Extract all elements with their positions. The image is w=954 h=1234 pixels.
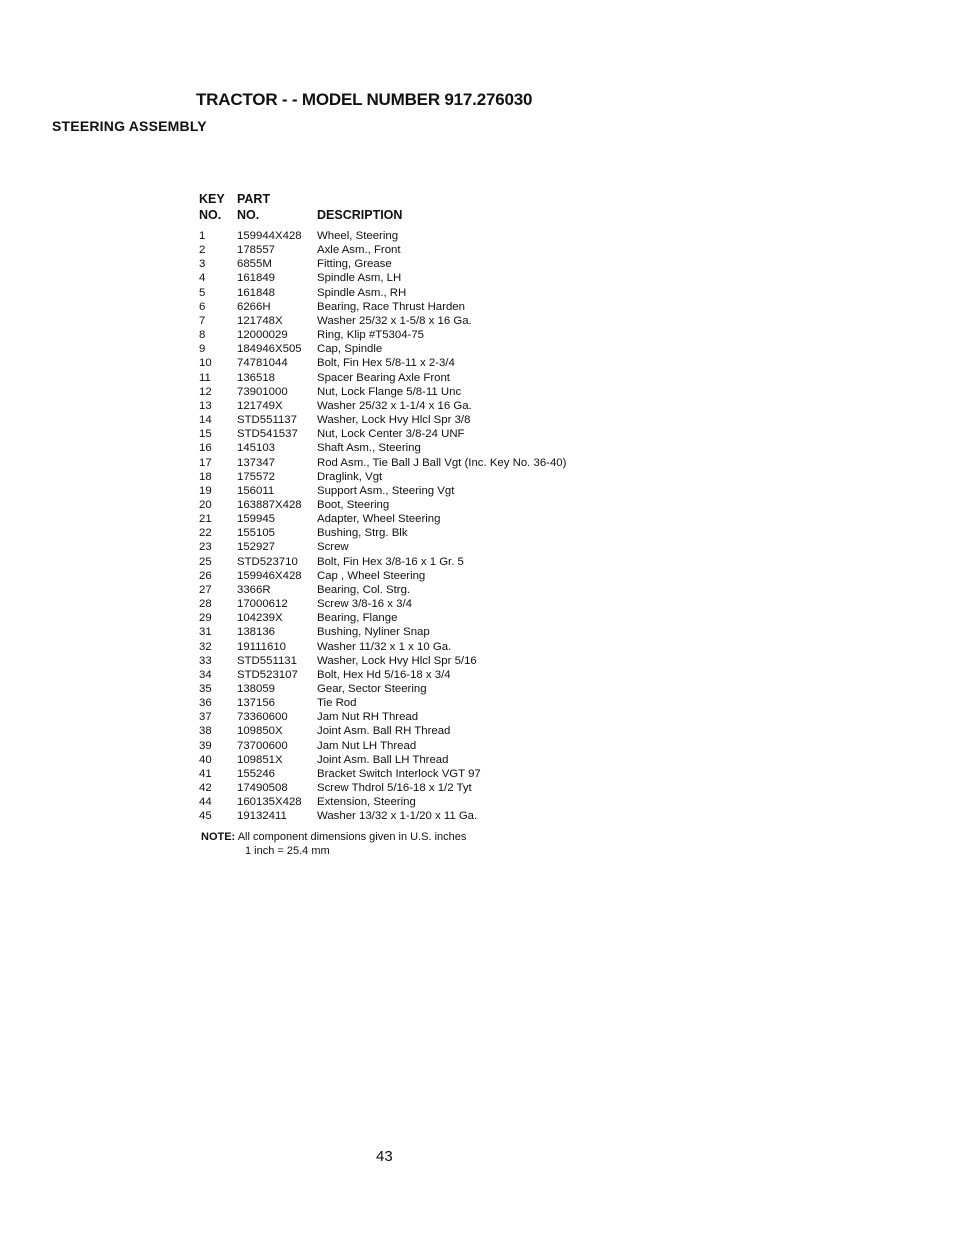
key-number-cell: 5 — [199, 286, 206, 299]
part-header-top: PART — [237, 192, 271, 206]
part-number-cell: 138136 — [237, 626, 276, 639]
table-row — [199, 809, 566, 823]
key-number-cell: 6 — [199, 300, 206, 313]
part-number-cell: STD523710 — [237, 555, 298, 568]
part-number-cell: STD541537 — [237, 428, 298, 441]
table-row — [199, 710, 566, 724]
part-number-cell: 136518 — [237, 371, 276, 384]
part-number-cell: 155246 — [237, 767, 276, 780]
table-row — [199, 342, 566, 356]
description-cell: Bracket Switch Interlock VGT 97 — [317, 767, 481, 780]
description-cell: Washer 11/32 x 1 x 10 Ga. — [317, 640, 452, 653]
part-number-cell: 159946X428 — [237, 569, 302, 582]
description-cell: Washer, Lock Hvy Hlcl Spr 5/16 — [317, 654, 477, 667]
description-cell: Washer, Lock Hvy Hlcl Spr 3/8 — [317, 414, 471, 427]
table-row — [199, 271, 566, 285]
key-number-cell: 36 — [199, 697, 212, 710]
description-cell: Bolt, Fin Hex 3/8-16 x 1 Gr. 5 — [317, 555, 464, 568]
table-row — [199, 470, 566, 484]
part-number-cell: 109851X — [237, 753, 283, 766]
table-row — [199, 243, 566, 257]
note-conversion: 1 inch = 25.4 mm — [245, 845, 330, 857]
table-row — [199, 385, 566, 399]
description-cell: Gear, Sector Steering — [317, 683, 427, 695]
part-number-cell: 184946X505 — [237, 343, 302, 356]
table-row — [199, 682, 566, 696]
table-row — [199, 229, 566, 243]
description-cell: Bearing, Race Thrust Harden — [317, 300, 465, 313]
key-number-cell: 1 — [199, 230, 206, 242]
part-number-cell: 12000029 — [237, 329, 288, 342]
description-cell: Boot, Steering — [317, 498, 390, 511]
description-cell: Bushing, Strg. Blk — [317, 527, 408, 540]
part-number-cell: 137156 — [237, 697, 276, 710]
key-number-cell: 29 — [199, 612, 212, 625]
key-number-cell: 16 — [199, 442, 212, 455]
key-number-cell: 39 — [199, 739, 212, 752]
description-cell: Axle Asm., Front — [317, 244, 401, 257]
part-header-bottom: NO. — [237, 208, 260, 222]
note-line — [201, 830, 466, 844]
page-title: TRACTOR - - MODEL NUMBER 917.276030 — [196, 90, 533, 109]
table-row — [199, 583, 566, 597]
description-cell: Spindle Asm, LH — [317, 272, 402, 285]
part-number-cell: 155105 — [237, 527, 276, 540]
part-number-cell: STD523107 — [237, 668, 298, 681]
description-cell: Tie Rod — [317, 697, 357, 710]
key-number-cell: 26 — [199, 569, 212, 582]
key-number-cell: 41 — [199, 767, 212, 780]
table-row — [199, 654, 566, 668]
parts-table — [199, 191, 566, 824]
part-number-cell: 175572 — [237, 470, 276, 483]
header-row-bottom — [199, 207, 566, 229]
part-number-cell: 159944X428 — [237, 230, 302, 242]
part-number-cell: 73360600 — [237, 711, 288, 724]
description-cell: Adapter, Wheel Steering — [317, 513, 441, 526]
part-number-cell: 6855M — [237, 258, 272, 271]
key-header-bottom: NO. — [199, 208, 222, 222]
part-number-cell: 121748X — [237, 314, 283, 327]
description-cell: Bearing, Flange — [317, 612, 398, 625]
part-number-cell: 159945 — [237, 513, 276, 526]
part-number-cell: 6266H — [237, 300, 271, 313]
part-number-cell: 161848 — [237, 286, 276, 299]
key-number-cell: 22 — [199, 527, 212, 540]
part-number-cell: STD551137 — [237, 414, 297, 427]
table-row — [199, 498, 566, 512]
table-row — [199, 512, 566, 526]
table-row — [199, 696, 566, 710]
table-row — [199, 611, 566, 625]
description-cell: Jam Nut RH Thread — [317, 711, 419, 724]
description-cell: Support Asm., Steering Vgt — [317, 484, 455, 497]
part-number-cell: 19132411 — [237, 810, 287, 823]
table-row — [199, 555, 566, 569]
description-cell: Cap , Wheel Steering — [317, 569, 426, 582]
part-number-cell: 19111610 — [237, 640, 286, 653]
key-number-cell: 35 — [199, 683, 212, 695]
key-number-cell: 13 — [199, 399, 212, 412]
note-label: NOTE: — [201, 831, 236, 843]
description-cell: Jam Nut LH Thread — [317, 739, 417, 752]
description-cell: Screw Thdrol 5/16-18 x 1/2 Tyt — [317, 782, 472, 795]
part-number-cell: 17490508 — [237, 782, 288, 795]
table-row — [199, 795, 566, 809]
key-number-cell: 19 — [199, 484, 212, 497]
table-row — [199, 753, 566, 767]
key-number-cell: 14 — [199, 414, 212, 427]
description-cell: Cap, Spindle — [317, 343, 383, 356]
table-row — [199, 371, 566, 385]
key-number-cell: 11 — [199, 371, 211, 384]
table-row — [199, 413, 566, 427]
part-number-cell: 73700600 — [237, 739, 288, 752]
key-number-cell: 17 — [199, 456, 212, 469]
key-number-cell: 38 — [199, 725, 212, 738]
part-number-cell: 121749X — [237, 399, 283, 412]
description-cell: Washer 25/32 x 1-1/4 x 16 Ga. — [317, 399, 472, 412]
description-cell: Extension, Steering — [317, 796, 416, 809]
key-number-cell: 28 — [199, 598, 212, 611]
table-row — [199, 640, 566, 654]
description-cell: Spindle Asm., RH — [317, 286, 407, 299]
part-number-cell: 17000612 — [237, 598, 288, 611]
key-number-cell: 20 — [199, 498, 212, 511]
part-number-cell: 161849 — [237, 272, 276, 285]
part-number-cell: 152927 — [237, 541, 276, 554]
table-row — [199, 399, 566, 413]
note-block — [201, 830, 466, 858]
key-number-cell: 32 — [199, 640, 212, 653]
table-row — [199, 724, 566, 738]
description-cell: Fitting, Grease — [317, 258, 392, 271]
table-row — [199, 456, 566, 470]
key-number-cell: 44 — [199, 796, 212, 809]
table-row — [199, 314, 566, 328]
description-cell: Nut, Lock Flange 5/8-11 Unc — [317, 385, 462, 398]
part-number-cell: 178557 — [237, 244, 276, 257]
description-cell: Wheel, Steering — [317, 230, 399, 242]
key-number-cell: 2 — [199, 244, 206, 257]
table-row — [199, 286, 566, 300]
description-cell: Ring, Klip #T5304-75 — [317, 329, 425, 342]
parts-table-body — [199, 229, 566, 824]
part-number-cell: 138059 — [237, 683, 276, 695]
table-row — [199, 300, 566, 314]
part-number-cell: 104239X — [237, 612, 283, 625]
description-cell: Shaft Asm., Steering — [317, 442, 421, 455]
description-cell: Nut, Lock Center 3/8-24 UNF — [317, 428, 465, 441]
description-cell: Draglink, Vgt — [317, 470, 383, 483]
description-cell: Joint Asm. Ball LH Thread — [317, 753, 449, 766]
key-header-top: KEY — [199, 192, 225, 206]
table-row — [199, 625, 566, 639]
part-number-cell: 109850X — [237, 725, 283, 738]
page-number: 43 — [376, 1148, 393, 1165]
description-header: DESCRIPTION — [317, 208, 403, 222]
table-row — [199, 739, 566, 753]
table-row — [199, 597, 566, 611]
table-row — [199, 484, 566, 498]
key-number-cell: 8 — [199, 329, 206, 342]
key-number-cell: 15 — [199, 428, 212, 441]
table-row — [199, 356, 566, 370]
part-number-cell: 145103 — [237, 442, 276, 455]
part-number-cell: 3366R — [237, 583, 271, 596]
table-row — [199, 668, 566, 682]
description-cell: Spacer Bearing Axle Front — [317, 371, 450, 384]
part-number-cell: 137347 — [237, 456, 276, 469]
parts-table-header — [199, 191, 566, 229]
part-number-cell: 73901000 — [237, 385, 288, 398]
table-row — [199, 257, 566, 271]
key-number-cell: 21 — [199, 513, 212, 526]
key-number-cell: 31 — [199, 626, 212, 639]
part-number-cell: STD551131 — [237, 654, 297, 667]
part-number-cell: 160135X428 — [237, 796, 302, 809]
table-row — [199, 427, 566, 441]
key-number-cell: 33 — [199, 654, 212, 667]
part-number-cell: 74781044 — [237, 357, 288, 370]
description-cell: Washer 13/32 x 1-1/20 x 11 Ga. — [317, 810, 478, 823]
description-cell: Screw 3/8-16 x 3/4 — [317, 598, 412, 611]
key-number-cell: 23 — [199, 541, 212, 554]
description-cell: Bushing, Nyliner Snap — [317, 626, 430, 639]
description-cell: Bolt, Hex Hd 5/16-18 x 3/4 — [317, 668, 451, 681]
description-cell: Bolt, Fin Hex 5/8-11 x 2-3/4 — [317, 357, 455, 370]
key-number-cell: 27 — [199, 583, 212, 596]
header-row-top — [199, 191, 566, 207]
description-cell: Screw — [317, 541, 349, 554]
key-number-cell: 37 — [199, 711, 212, 724]
note-text: All component dimensions given in U.S. inches — [237, 831, 467, 843]
table-row — [199, 781, 566, 795]
key-number-cell: 9 — [199, 343, 206, 356]
key-number-cell: 4 — [199, 272, 206, 285]
description-cell: Joint Asm. Ball RH Thread — [317, 725, 451, 738]
table-row — [199, 526, 566, 540]
description-cell: Washer 25/32 x 1-5/8 x 16 Ga. — [317, 314, 472, 327]
table-row — [199, 569, 566, 583]
table-row — [199, 767, 566, 781]
key-number-cell: 10 — [199, 357, 212, 370]
table-row — [199, 441, 566, 455]
key-number-cell: 40 — [199, 753, 212, 766]
part-number-cell: 156011 — [237, 484, 275, 497]
key-number-cell: 7 — [199, 314, 206, 327]
key-number-cell: 42 — [199, 782, 212, 795]
description-cell: Rod Asm., Tie Ball J Ball Vgt (Inc. Key No. 36-40) — [317, 456, 567, 469]
description-cell: Bearing, Col. Strg. — [317, 583, 411, 596]
key-number-cell: 45 — [199, 810, 212, 823]
section-title: STEERING ASSEMBLY — [52, 118, 207, 134]
key-number-cell: 3 — [199, 258, 206, 271]
part-number-cell: 163887X428 — [237, 498, 302, 511]
key-number-cell: 18 — [199, 470, 212, 483]
header-spacer — [317, 191, 566, 207]
table-row — [199, 328, 566, 342]
key-number-cell: 34 — [199, 668, 212, 681]
table-row — [199, 540, 566, 554]
key-number-cell: 25 — [199, 555, 212, 568]
key-number-cell: 12 — [199, 385, 212, 398]
